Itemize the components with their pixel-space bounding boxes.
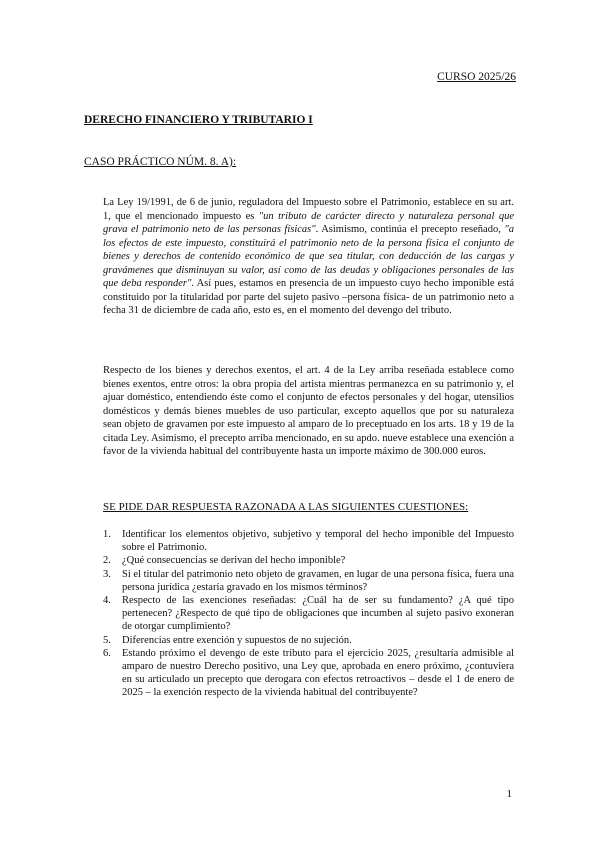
question-text: Estando próximo el devengo de este tributo para el ejercicio 2025, ¿resultaría admisible al amparo de nuestro Derecho positivo, una Ley que, aprobada en enero próximo, ¿contuviera en su articulado un precepto que derogara con efectos retroactivos – desde el 1 de enero de 2025 – la exención respecto de la vivienda habitual del contribuyente? xyxy=(122,647,514,699)
intro-paragraph xyxy=(103,196,514,318)
intro-quote-1: "un tributo de carácter directo y naturaleza personal que grava el patrimonio neto de las personas físicas" xyxy=(103,210,514,235)
intro-text-3: . Así pues, estamos en presencia de un impuesto cuyo hecho imponible está constituido por la titularidad por parte del sujeto pasivo –persona física- de un patrimonio neto a fecha 31 de diciembre de cada año, esto es, en el momento del devengo del tributo. xyxy=(103,278,514,316)
question-item xyxy=(103,528,514,554)
intro-text-2: . Asimismo, continúa el precepto reseñado, xyxy=(315,224,505,235)
question-text: ¿Qué consecuencias se derivan del hecho imponible? xyxy=(122,555,346,567)
question-item xyxy=(103,594,514,634)
intro-text-1: La Ley 19/1991, de 6 de junio, reguladora del Impuesto sobre el Patrimonio, establece en su art. 1, que el mencionado impuesto es xyxy=(103,197,514,222)
course-label: CURSO 2025/26 xyxy=(437,71,516,83)
questions-list xyxy=(103,528,514,700)
question-item xyxy=(103,554,514,567)
questions-heading: SE PIDE DAR RESPUESTA RAZONADA A LAS SIGUIENTES CUESTIONES: xyxy=(103,501,469,513)
case-title: CASO PRÁCTICO NÚM. 8. A): xyxy=(84,156,237,168)
exemptions-paragraph: Respecto de los bienes y derechos exentos, el art. 4 de la Ley arriba reseñada establece como bienes exentos, entre otros: la obra propia del artista mientras permanezca en su patrimonio y, el ajuar doméstico, entendiendo éste como el conjunto de efectos personales y del hogar, utensilios domésticos y demás bienes muebles de uso particular, excepto aquellos que por su naturaleza sean objeto de gravamen por este impuesto al amparo de lo preceptuado en los arts. 18 y 19 de la citada Ley. Asimismo, el precepto arriba mencionado, en su apdo. nueve establece una exención a favor de la vivienda habitual del contribuyente hasta un importe máximo de 300.000 euros. xyxy=(103,365,514,457)
question-item xyxy=(103,568,514,594)
question-text: Identificar los elementos objetivo, subjetivo y temporal del hecho imponible del Impuesto sobre el Patrimonio. xyxy=(122,529,514,554)
question-text: Diferencias entre exención y supuestos de no sujeción. xyxy=(122,634,352,646)
question-number: 5. xyxy=(103,634,111,646)
question-number: 1. xyxy=(103,529,111,540)
page-number: 1 xyxy=(506,788,512,800)
question-item xyxy=(103,634,514,647)
question-number: 2. xyxy=(103,555,111,567)
question-text: Respecto de las exenciones reseñadas: ¿Cuál ha de ser su fundamento? ¿A qué tipo pertenecen? ¿Respecto de qué tipo de obligaciones que incumben al sujeto pasivo exoneran de otorgar cumplimiento? xyxy=(122,595,514,633)
question-number: 3. xyxy=(103,568,111,580)
subject-title: DERECHO FINANCIERO Y TRIBUTARIO I xyxy=(84,114,313,126)
question-item xyxy=(103,647,514,700)
question-number: 6. xyxy=(103,647,111,659)
question-text: Si el titular del patrimonio neto objeto de gravamen, en lugar de una persona física, fuera una persona jurídica ¿estaría gravado en los mismos términos? xyxy=(122,568,514,593)
question-number: 4. xyxy=(103,595,111,607)
intro-quote-2: "a los efectos de este impuesto, constituirá el patrimonio neto de la persona física el conjunto de bienes y derechos de contenido económico de que sea titular, con deducción de las cargas y gravámenes que disminuyan su valor, así como de las deudas y obligaciones personales de las que deba responder" xyxy=(103,224,514,289)
